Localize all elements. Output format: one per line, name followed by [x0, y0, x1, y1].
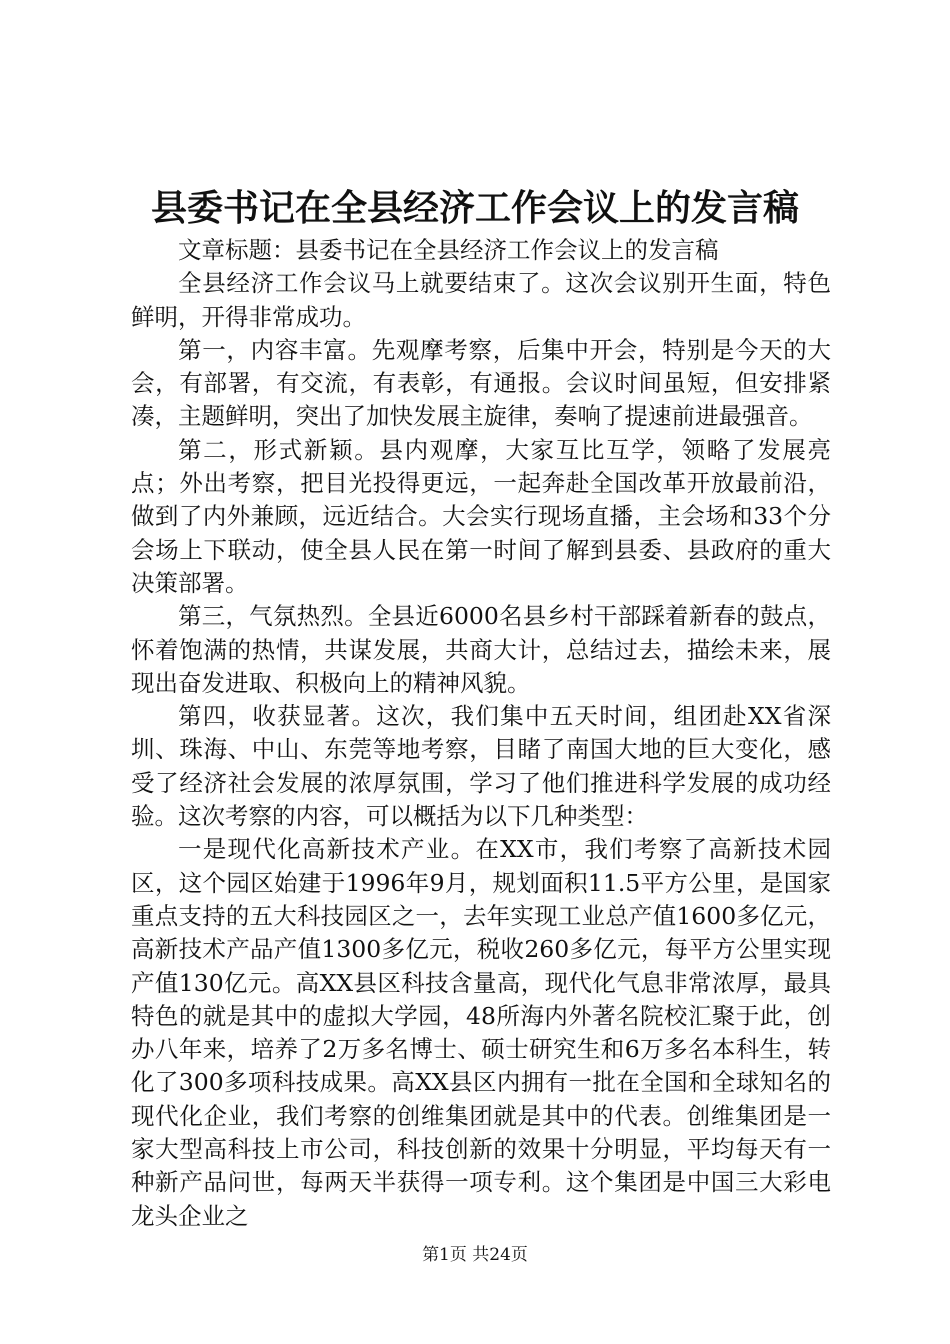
page-number-footer: 第1页 共24页: [422, 1245, 528, 1265]
document-body: [131, 234, 831, 1233]
paragraph-first: 第一，内容丰富。先观摩考察，后集中开会，特别是今天的大会，有部署，有交流，有表彰，有通报。会议时间虽短，但安排紧凑，主题鲜明，突出了加快发展主旋律，奏响了提速前进最强音。: [131, 335, 831, 431]
paragraph-article-title: 文章标题：县委书记在全县经济工作会议上的发言稿: [178, 236, 719, 264]
paragraph-hightech: 一是现代化高新技术产业。在XX市，我们考察了高新技术园区，这个园区始建于1996年9月，规划面积11.5平方公里，是国家重点支持的五大科技园区之一，去年实现工业总产值1600多亿元，高新技术产品产值1300多亿元，税收260多亿元，每平方公里实现产值130亿元。高XX县区科技含量高，现代化气息非常浓厚，最具特色的就是其中的虚拟大学园，48所海内外著名院校汇聚于此，创办八年来，培养了2万多名博士、硕士研究生和6万多名本科生，转化了300多项科技成果。高XX县区内拥有一批在全国和全球知名的现代化企业，我们考察的创维集团就是其中的代表。创维集团是一家大型高科技上市公司，科技创新的效果十分明显，平均每天有一种新产品问世，每两天半获得一项专利。这个集团是中国三大彩电龙头企业之: [131, 835, 831, 1230]
paragraph-third: 第三，气氛热烈。全县近6000名县乡村干部踩着新春的鼓点，怀着饱满的热情，共谋发展，共商大计，总结过去，描绘未来，展现出奋发进取、积极向上的精神风貌。: [131, 602, 831, 697]
paragraph-second: 第二，形式新颖。县内观摩，大家互比互学，领略了发展亮点；外出考察，把目光投得更远，一起奔赴全国改革开放最前沿，做到了内外兼顾，远近结合。大会实行现场直播，主会场和33个分会场上下联动，使全县人民在第一时间了解到县委、县政府的重大决策部署。: [131, 435, 831, 597]
paragraph-intro: 全县经济工作会议马上就要结束了。这次会议别开生面，特色鲜明，开得非常成功。: [131, 269, 831, 331]
paragraph-fourth: 第四，收获显著。这次，我们集中五天时间，组团赴XX省深圳、珠海、中山、东莞等地考察，目睹了南国大地的巨大变化，感受了经济社会发展的浓厚氛围，学习了他们推进科学发展的成功经验。这次考察的内容，可以概括为以下几种类型：: [131, 702, 831, 831]
document-title: 县委书记在全县经济工作会议上的发言稿: [150, 187, 799, 229]
